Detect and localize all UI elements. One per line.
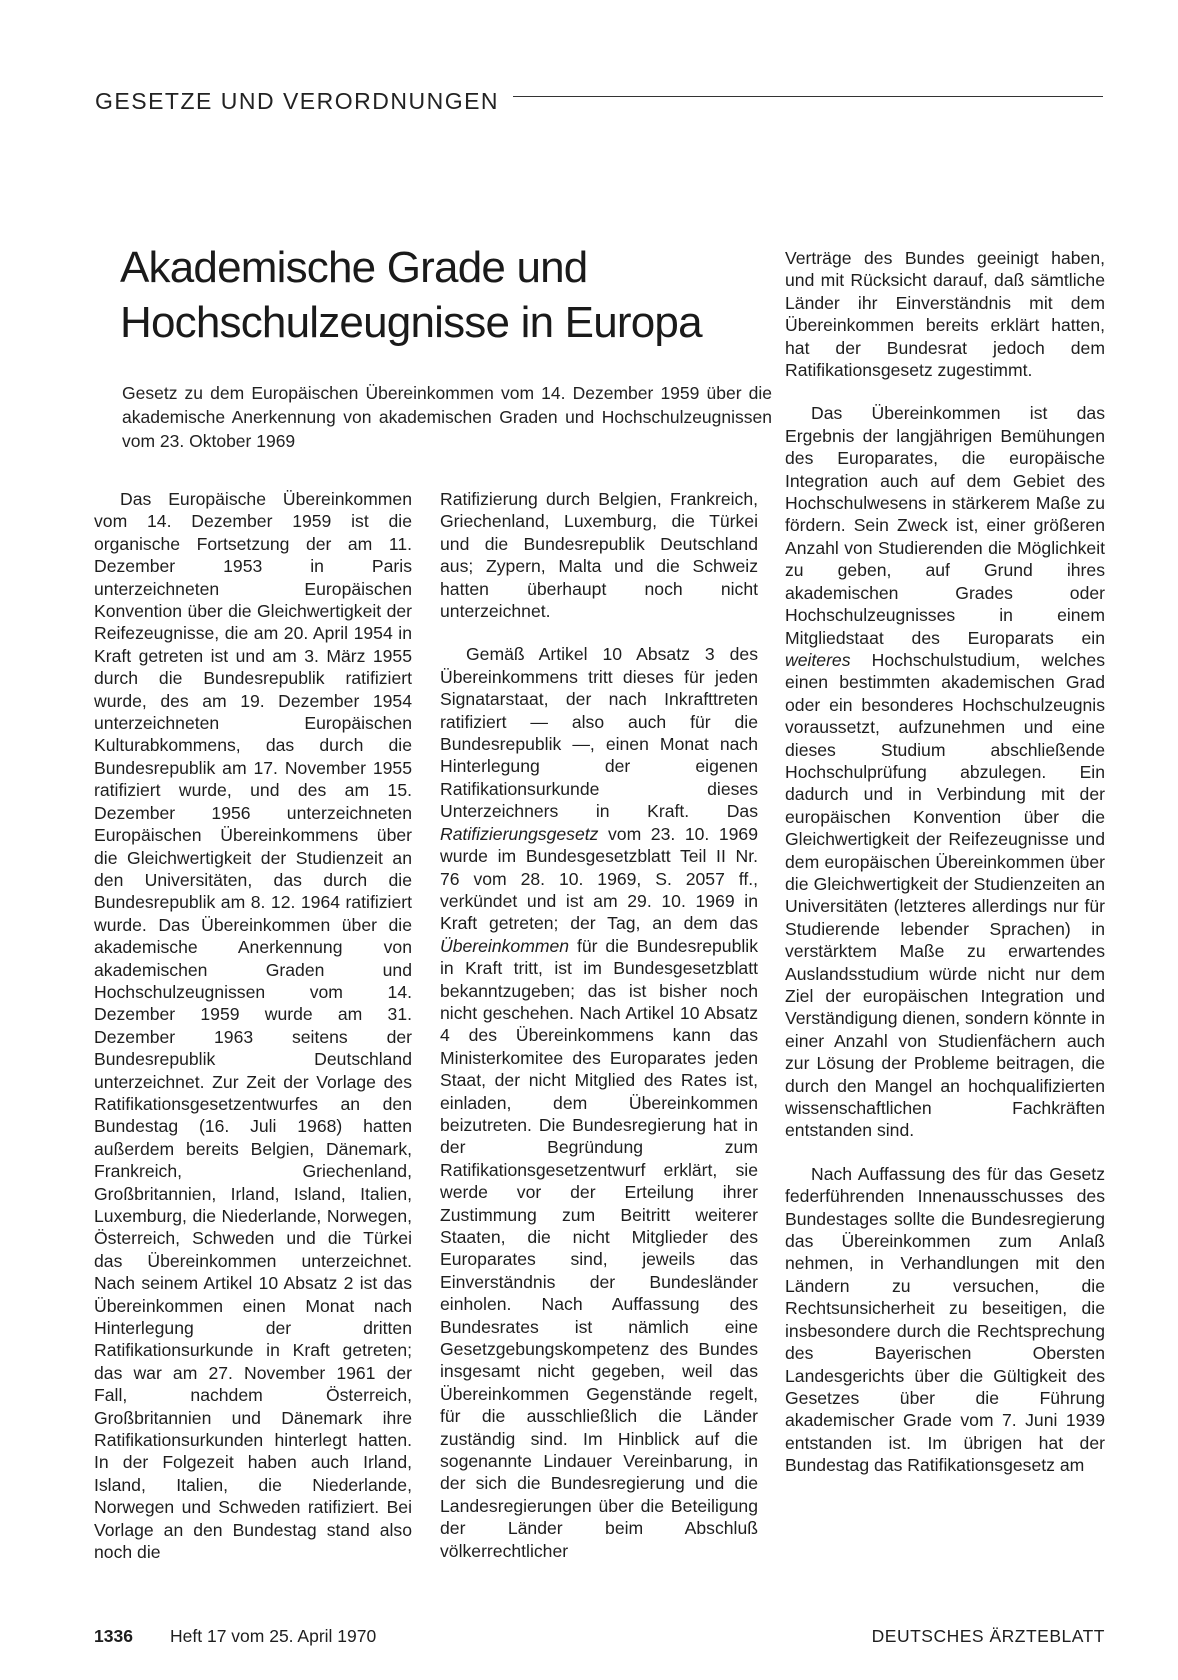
column-middle [440, 488, 758, 1562]
section-heading: GESETZE UND VERORDNUNGEN [95, 88, 500, 114]
italic-run: weiteres [785, 649, 851, 670]
column-right [785, 247, 1105, 1477]
page-number: 1336 [94, 1626, 133, 1646]
paragraph [785, 402, 1105, 1141]
journal-name: DEUTSCHES ÄRZTEBLATT [871, 1626, 1105, 1646]
italic-run: Ratifizierungsgesetz [440, 823, 599, 844]
paragraph: Nach Auffassung des für das Gesetz federführenden Innenausschusses des Bundestages sollte die Bundesregierung das Übereinkommen zum Anlaß nehmen, in Verhandlungen mit den Ländern zu versuchen, die Rechtsunsicherheit zu beseitigen, die insbesondere durch die Rechtsprechung des Bayerischen Obersten Landesgerichts über die Gültigkeit des Gesetzes über die Führung akademischer Grade vom 7. Juni 1939 entstanden ist. Im übrigen hat der Bundestag das Ratifikationsgesetz am [785, 1163, 1105, 1476]
text-run: Das Übereinkommen ist das Ergebnis der langjährigen Bemühungen des Europarates, die europäische Integration auch auf dem Gebiet des Hochschulwesens in stärkerem Maße zu fördern. Sein Zweck ist, einer größeren Anzahl von Studierenden die Möglichkeit zu geben, auf Grund ihres akademischen Grades oder Hochschulzeugnisses in einem Mitgliedstaat des Europarats ein [785, 403, 1105, 648]
section-rule [513, 96, 1103, 97]
paragraph: Verträge des Bundes geeinigt haben, und mit Rücksicht darauf, daß sämtliche Länder ihr Einverständnis mit dem Übereinkommen bereits erklärt hatten, hat der Bundesrat jedoch dem Ratifikationsgesetz zugestimmt. [785, 248, 1105, 381]
text-run: Gemäß Artikel 10 Absatz 3 des Übereinkommens tritt dieses für jeden Signatarstaat, der nach Inkrafttreten ratifiziert — also auch für die Bundesrepublik —, einen Monat nach Hinterlegung der eigenen Ratifikationsurkunde dieses Unterzeichners in Kraft. Das [440, 644, 758, 822]
article-title: Akademische Grade und Hochschulzeugnisse in Europa [120, 243, 702, 347]
text-run: für die Bundesrepublik in Kraft tritt, ist im Bundesgesetzblatt bekanntzugeben; das ist bisher noch nicht geschehen. Nach Artikel 10 Absatz 4 des Übereinkommens kann das Ministerkomitee des Europarates jeden Staat, der nicht Mitglied des Rates ist, einladen, dem Übereinkommen beizutreten. Die Bundesregierung hat in der Begründung zum Ratifikationsgesetzentwurf erklärt, sie werde vor der Erteilung ihrer Zustimmung zum Beitritt weiterer Staaten, die nicht Mitglieder des Europarates sind, jeweils das Einverständnis der Bundesländer einholen. Nach Auffassung des Bundesrates ist nämlich eine Gesetzgebungskompetenz des Bundes insgesamt nicht gegeben, weil das Übereinkommen Gegenstände regelt, für die ausschließlich die Länder zuständig sind. Im Hinblick auf die sogenannte Lindauer Vereinbarung, in der sich die Bundesregierung und die Landesregierungen über die Beteiligung der Länder beim Abschluß völkerrechtlicher [440, 935, 758, 1561]
article-subtitle: Gesetz zu dem Europäischen Übereinkommen vom 14. Dezember 1959 über die akademische Anerkennung von akademischen Graden und Hochschulzeugnissen vom 23. Oktober 1969 [122, 383, 772, 451]
italic-run: Übereinkommen [440, 935, 570, 956]
issue-info: Heft 17 vom 25. April 1970 [170, 1626, 377, 1646]
column-left [94, 488, 412, 1564]
text-run: Hochschulstudium, welches einen bestimmten akademischen Grad oder ein besonderes Hochschulzeugnis voraussetzt, aufzunehmen und eine dieses Studium abschließende Hochschulprüfung abzulegen. Ein dadurch und in Verbindung mit der europäischen Konvention über die Gleichwertigkeit der Reifezeugnisse und dem europäischen Übereinkommen über die Gleichwertigkeit der Studienzeiten an Universitäten (letzteres allerdings nur für Studierende lebender Sprachen) in verstärktem Maße zu erwartendes Auslandsstudium würde nicht nur dem Ziel der europäischen Integration und Verständigung dienen, sondern könnte in einer Anzahl von Studienfächern auch zur Lösung der Probleme beitragen, die durch den Mangel an hochqualifizierten wissenschaftlichen Fachkräften entstanden sind. [785, 649, 1105, 1141]
text-run: vom 23. 10. 1969 wurde im Bundesgesetzblatt Teil II Nr. 76 vom 28. 10. 1969, S. 2057 ff., verkündet und ist am 29. 10. 1969 in Kraft getreten; der Tag, an dem das [440, 823, 758, 934]
paragraph: Ratifizierung durch Belgien, Frankreich, Griechenland, Luxemburg, die Türkei und die Bundesrepublik Deutschland aus; Zypern, Malta und die Schweiz hatten überhaupt noch nicht unterzeichnet. [440, 489, 758, 622]
paragraph: Das Europäische Übereinkommen vom 14. Dezember 1959 ist die organische Fortsetzung der am 11. Dezember 1953 in Paris unterzeichneten Europäischen Konvention über die Gleichwertigkeit der Reifezeugnisse, die am 20. April 1954 in Kraft getreten ist und am 3. März 1955 durch die Bundesrepublik ratifiziert wurde, des am 19. Dezember 1954 unterzeichneten Europäischen Kulturabkommens, das durch die Bundesrepublik am 17. November 1955 ratifiziert wurde, und des am 15. Dezember 1956 unterzeichneten Europäischen Übereinkommens über die Gleichwertigkeit der Studienzeit an den Universitäten, das durch die Bundesrepublik am 8. 12. 1964 ratifiziert wurde. Das Übereinkommen über die akademische Anerkennung von akademischen Graden und Hochschulzeugnissen vom 14. Dezember 1959 wurde am 31. Dezember 1963 seitens der Bundesrepublik Deutschland unterzeichnet. Zur Zeit der Vorlage des Ratifikationsgesetzentwurfes an den Bundestag (16. Juli 1968) hatten außerdem bereits Belgien, Dänemark, Frankreich, Griechenland, Großbritannien, Irland, Island, Italien, Luxemburg, die Niederlande, Norwegen, Österreich, Schweden und die Türkei das Übereinkommen unterzeichnet. Nach seinem Artikel 10 Absatz 2 ist das Übereinkommen einen Monat nach Hinterlegung der dritten Ratifikationsurkunde in Kraft getreten; das war am 27. November 1961 der Fall, nachdem Österreich, Großbritannien und Dänemark ihre Ratifikationsurkunden hinterlegt hatten. In der Folgezeit haben auch Irland, Island, Italien, die Niederlande, Norwegen und Schweden ratifiziert. Bei Vorlage an den Bundestag stand also noch die [94, 489, 412, 1563]
paragraph [440, 643, 758, 1562]
